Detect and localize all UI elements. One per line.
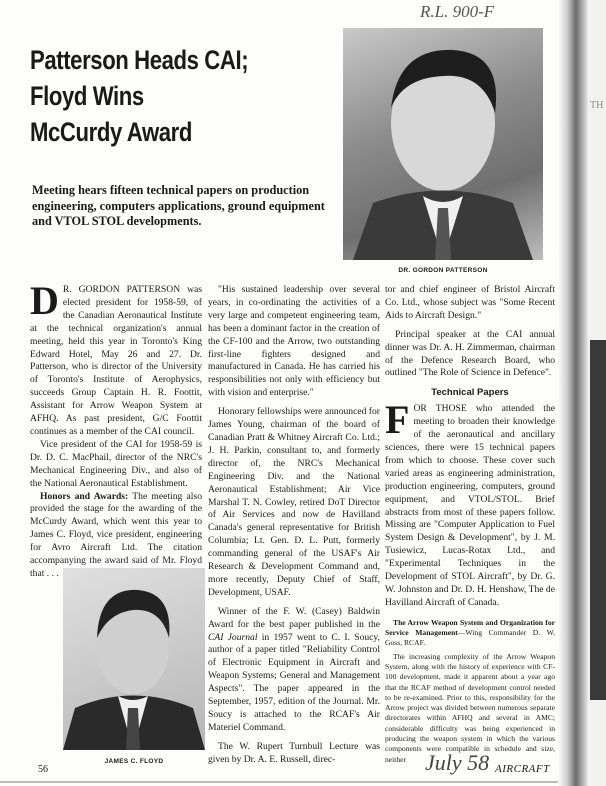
paragraph: The meeting also provided the stage for the awarding of the McCurdy Award, which went this year to James C. Floyd, vice president, engineering for Avro Aircraft Ltd. The citation accompanying the award said of Mr. Floyd that . . . xyxy=(30,490,202,579)
drop-cap: F xyxy=(385,397,410,443)
floyd-caption: JAMES C. FLOYD xyxy=(104,758,164,765)
article-subtitle: Meeting hears fifteen technical papers on production engineering, computers applications, ground equipment and VTOL STOL developments. xyxy=(32,183,325,228)
article-title xyxy=(30,42,260,150)
bottom-rule xyxy=(0,781,560,783)
magazine-name: AIRCRAFT xyxy=(495,763,550,775)
title-line: McCurdy Award xyxy=(30,117,192,147)
paragraph: Principal speaker at the CAI annual dinner was Dr. A. H. Zimmerman, chairman of the Defence Research Board, who outlined "The Role of Science in Defence". xyxy=(385,328,555,379)
next-page-text: TH xyxy=(590,100,604,111)
abstract-title: The Arrow Weapon System and Organization for Service Management xyxy=(385,617,555,638)
paragraph: Vice president of the CAI for 1958-59 is Dr. D. C. MacPhail, director of the NRC's Mechanical Engineering Div., and also of the National Aeronautical Establishment. xyxy=(30,438,202,489)
page-number: 56 xyxy=(38,764,48,775)
next-page-photo xyxy=(590,340,606,700)
portrait-image xyxy=(63,568,205,750)
portrait-image xyxy=(343,28,543,260)
journal-name: CAI Journal xyxy=(208,631,258,643)
paragraph: tor and chief engineer of Bristol Aircraft Co. Ltd., whose subject was "Some Recent Aids to Aircraft Design." xyxy=(385,284,555,321)
abstract-author: —Wing Commander D. W. Goss, RCAF. xyxy=(385,628,555,648)
title-line: Floyd Wins xyxy=(30,81,144,111)
patterson-photo xyxy=(343,28,543,260)
patterson-caption: DR. GORDON PATTERSON xyxy=(398,267,488,274)
title-line: Patterson Heads CAI; xyxy=(30,45,249,75)
floyd-photo xyxy=(63,568,205,750)
column-1 xyxy=(30,278,202,581)
section-heading: Technical Papers xyxy=(431,387,509,399)
abstract-text: The increasing complexity of the Arrow Weapon System, along with the history of experience with CF-100 development, made it apparent about a year ago that the RCAF method of development control needed to be re-examined. Prior to this, responsibility for the Arrow project was divided between numerous separate directorates within AFHQ and several in AMC; considerable difficulty was being experienced in producing the weapon system in which the various components were compatible in schedule and size, neither xyxy=(385,651,555,764)
subhead: Honors and Awards: xyxy=(40,490,129,502)
paragraph: "His sustained leadership over several years, in co-ordinating the activities of a very large and competent engineering team, has been a dominant factor in the creation of the CF-100 and the Arrow, two outstanding first-line fighters designed and manufactured in Canada. He has carried his responsibilities not only with efficiency but with vision and enterprise." xyxy=(208,284,380,399)
page-binding-shadow xyxy=(558,0,588,786)
handwritten-reference: R.L. 900-F xyxy=(420,2,495,21)
column-3 xyxy=(385,284,555,765)
column-2 xyxy=(208,284,380,767)
paragraph: Winner of the F. W. (Casey) Baldwin Award for the best paper published in the xyxy=(208,605,380,630)
next-page-edge xyxy=(588,0,606,786)
paragraph: OR THOSE who attended the meeting to broaden their knowledge of the aeronautical and ancillary sciences, there were 15 technical papers from which to choose. These cover such varied areas as engineering administration, production engineering, computers, ground equipment, and VTOL/STOL. Brief abstracts from most of these papers follow. Missing are "Computer Application to Fuel System Design & Development", by J. M. Tusiewicz, Lucas-Rotax Ltd., and "Experimental Techniques in the Development of STOL Aircraft", by Dr. G. W. Johnston and Dr. D. H. Henshaw, The de Havilland Aircraft of Canada. xyxy=(385,403,555,608)
paragraph: Honorary fellowships were announced for James Young, chairman of the board of Canadian Pratt & Whitney Aircraft Co. Ltd.; J. H. Parkin, consultant to, and formerly director of, the NRC's Mechanical Engineering Div. and the National Aeronautical Establishment; Air Vice Marshal T. N. Cowley, retired DoT Director of Air Services and now de Havilland Canada's general representative for British Columbia; Lt. Gen. D. L. Putt, formerly commanding general of the USAF's Air Research & Development Command and, more recently, Deputy Chief of Staff, Development, USAF. xyxy=(208,406,380,598)
paragraph: The W. Rupert Turnbull Lecture was given by Dr. A. E. Russell, direc- xyxy=(208,740,380,765)
paragraph: in 1957 went to C. I. Soucy, author of a paper titled "Reliability Control of Electronic Equipment in Aircraft and Weapon Systems; General and Management Aspects". The paper appeared in the September, 1957, edition of the Journal. Mr. Soucy is attached to the RCAF's Air Materiel Command. xyxy=(208,631,381,733)
paragraph: R. GORDON PATTERSON was elected president for 1958-59, of the Canadian Aeronautical Institute at the technical organization's annual meeting, held this year in Toronto's King Edward Hotel, May 26 and 27. Dr. Patterson, who is director of the University of Toronto's Institute of Aerophysics, succeeds Group Captain H. R. Foottit, Assistant for Arrow Weapon System at AFHQ. As past president, G/C Foottit continues as a member of the CAI council. xyxy=(30,284,202,437)
handwritten-date: July 58 xyxy=(425,750,490,775)
drop-cap: D xyxy=(30,278,59,323)
